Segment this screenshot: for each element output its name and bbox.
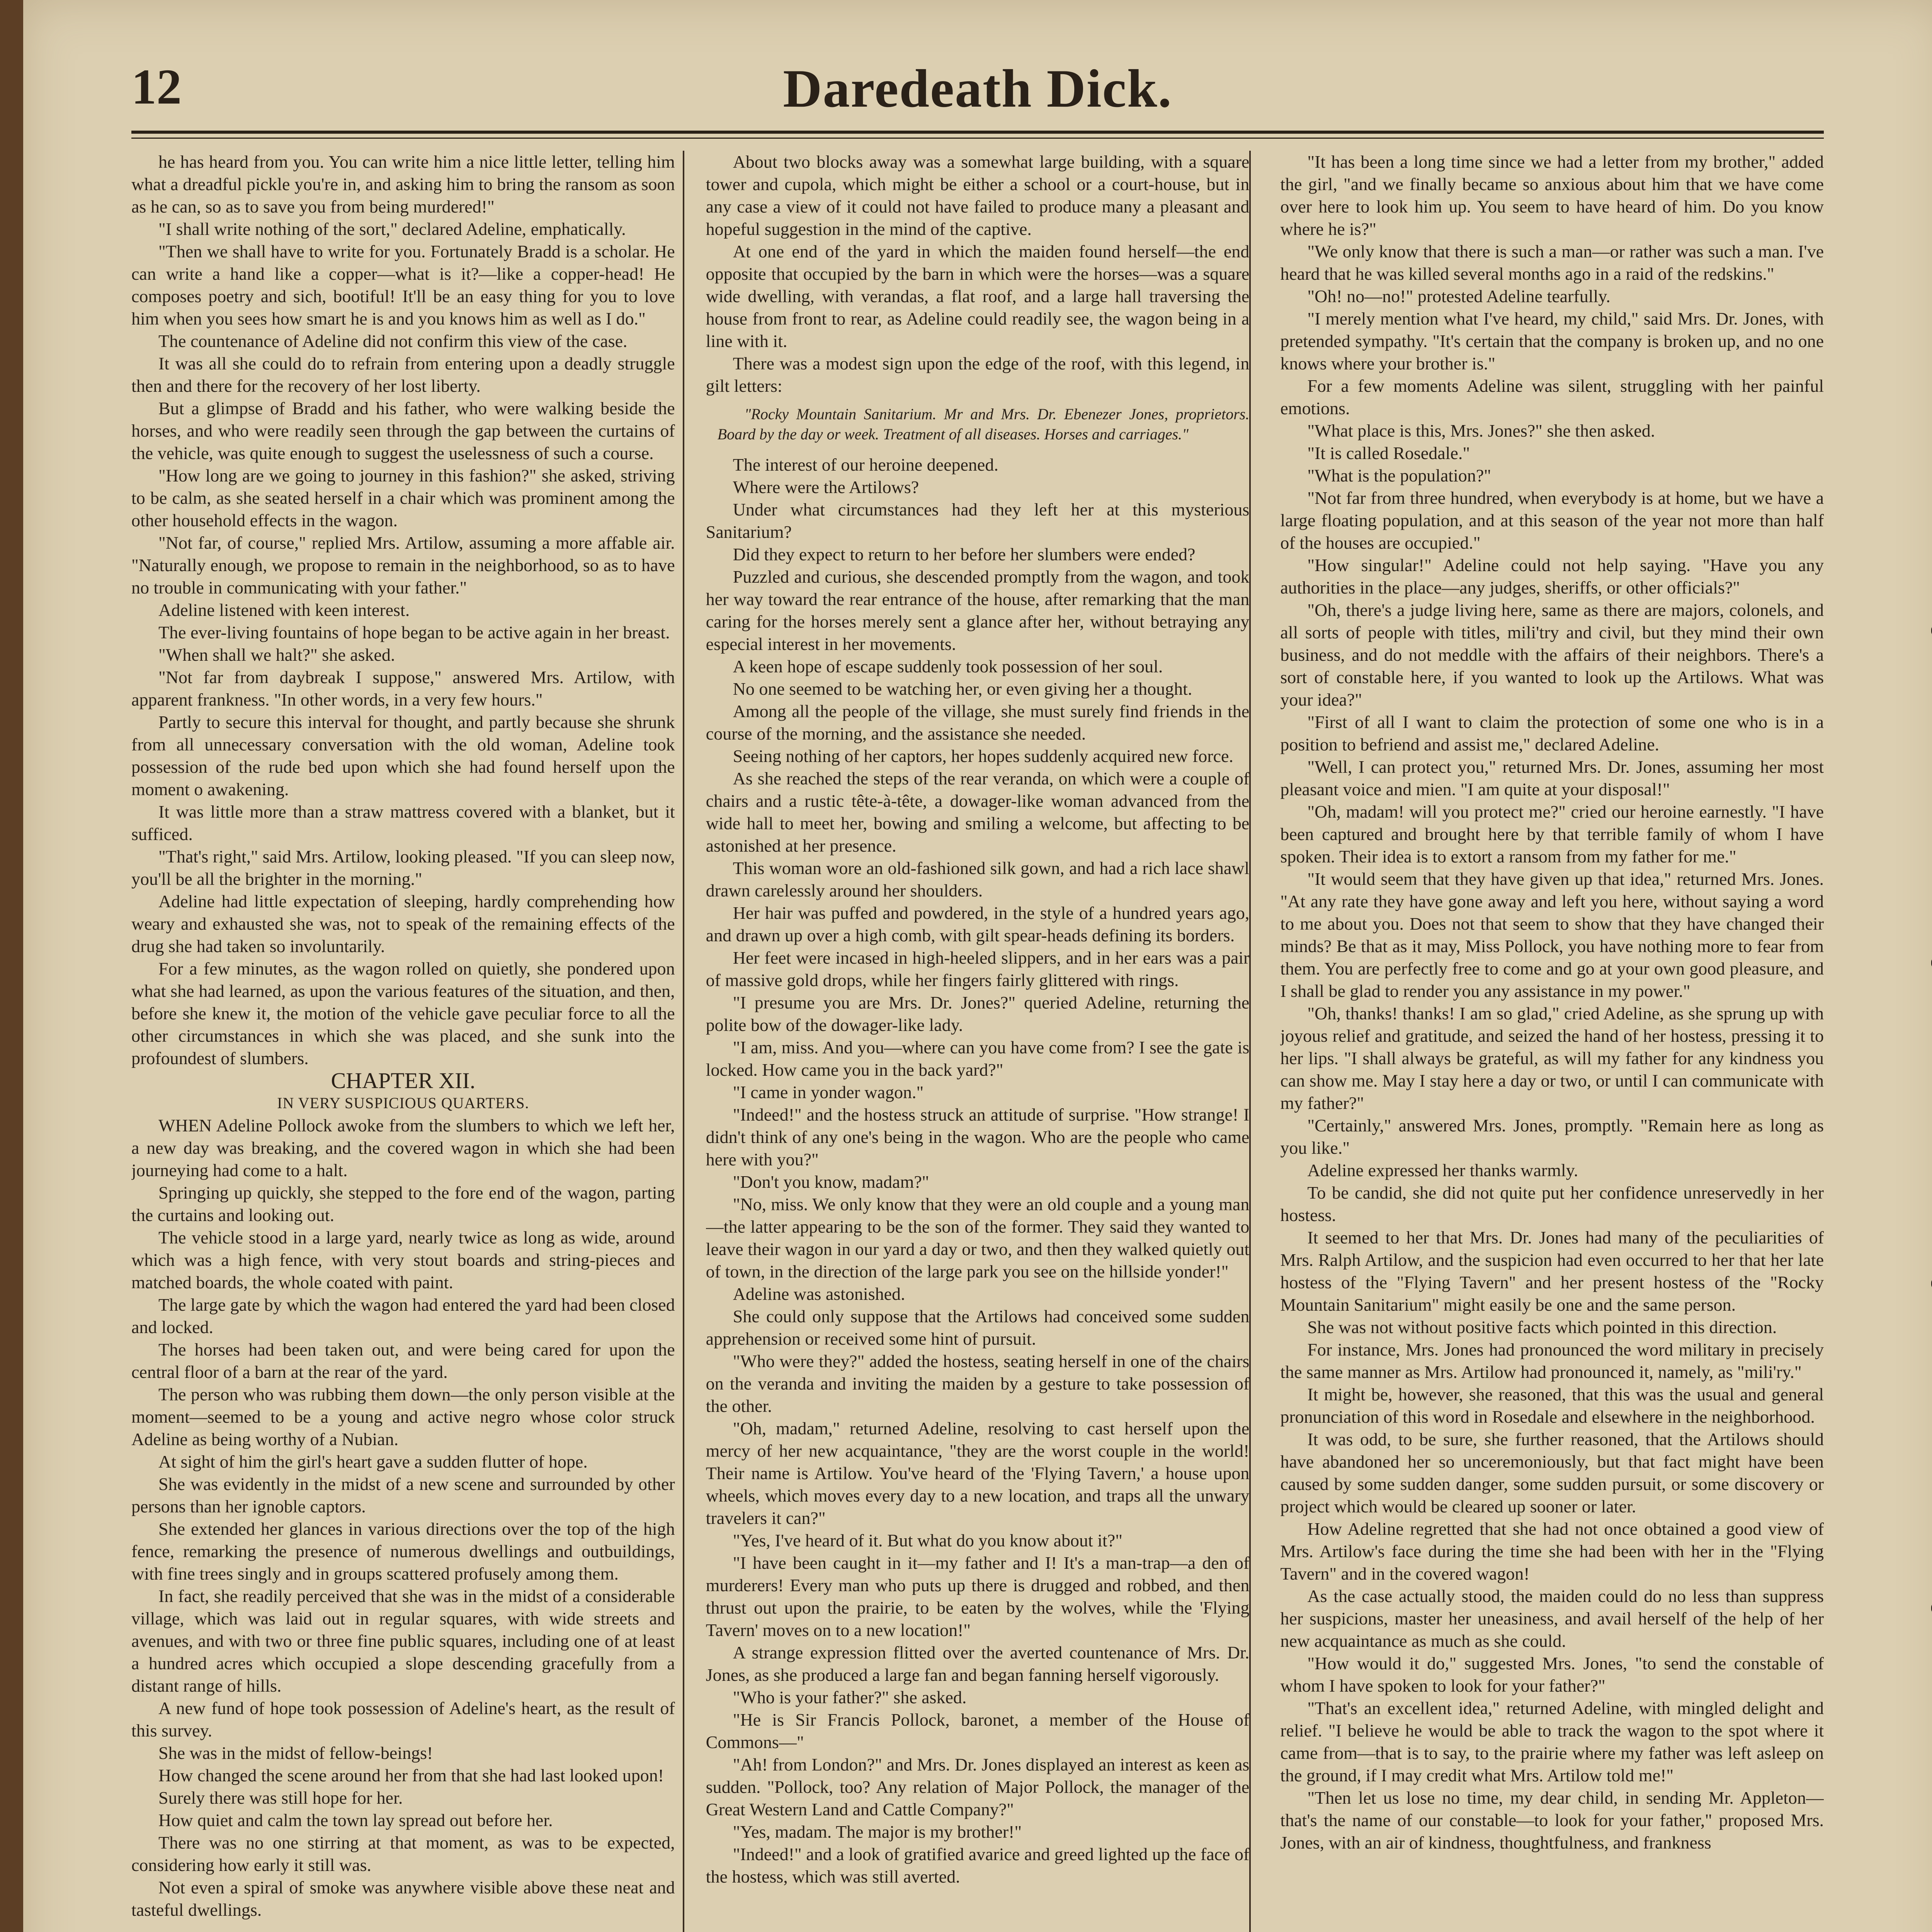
paragraph: Adeline expressed her thanks warmly. [1307, 1160, 1578, 1180]
paragraph: "How singular!" Adeline could not help saying. "Have you any authorities in the place—any judges, sheriffs, or other officials?" [1280, 555, 1824, 597]
paragraph: Among all the people of the village, she must surely find friends in the course of the morning, and the assistance she needed. [706, 701, 1250, 743]
paragraph: The horses had been taken out, and were being cared for upon the central floor of a barn at the rear of the yard. [131, 1340, 675, 1382]
paragraph: "Oh! no—no!" protested Adeline tearfully. [1307, 286, 1611, 306]
paragraph: "Then we shall have to write for you. Fortunately Bradd is a scholar. He can write a hand like a copper—what is it?—like a copper-head! He composes poetry and sich, bootiful! It'll be an easy thing for you to love him when you sees how smart he is and you knows him as well as I do." [131, 242, 675, 328]
paragraph: "First of all I want to claim the protection of some one who is in a position to befriend and assist me," declared Adeline. [1280, 712, 1824, 754]
paragraph: "What place is this, Mrs. Jones?" she then asked. [1307, 421, 1655, 440]
paragraph: At sight of him the girl's heart gave a sudden flutter of hope. [158, 1452, 588, 1471]
paragraph: How quiet and calm the town lay spread out before her. [158, 1810, 553, 1830]
paragraph: "Don't you know, madam?" [733, 1172, 929, 1192]
paragraph: Puzzled and curious, she descended promptly from the wagon, and took her way toward the rear entrance of the house, after remarking that the man caring for the horses merely sent a glance after her, without betraying any especial interest in her movements. [706, 567, 1250, 654]
text-columns [131, 151, 1824, 1932]
paragraph: "No, miss. We only know that they were an old couple and a young man—the latter appearing to be the son of the former. They said they wanted to leave their wagon in our yard a day or two, and then they walked quietly out of town, in the direction of the large park you see on the hillside yonder!" [706, 1194, 1250, 1281]
paragraph: There was no one stirring at that moment, as was to be expected, considering how early it still was. [131, 1833, 675, 1875]
page-number: 12 [131, 59, 182, 115]
paragraph: As she reached the steps of the rear veranda, on which were a couple of chairs and a rustic tête-à-tête, a dowager-like woman advanced from the wide hall to meet her, bowing and smiling a welcome, but affecting to be astonished at her presence. [706, 769, 1250, 855]
paragraph: It seemed to her that Mrs. Dr. Jones had many of the peculiarities of Mrs. Ralph Artilow, and the suspicion had even occurred to her that her late hostess of the "Flying Tavern" and her present hostess of the "Rocky Mountain Sanitarium" might easily be one and the same person. [1280, 1228, 1824, 1315]
paragraph: "How would it do," suggested Mrs. Jones, "to send the constable of whom I have spoken to look for your father?" [1280, 1653, 1824, 1696]
paragraph: "I presume you are Mrs. Dr. Jones?" queried Adeline, returning the polite bow of the dowager-like lady. [706, 993, 1250, 1035]
paragraph: She was evidently in the midst of a new scene and surrounded by other persons than her ignoble captors. [131, 1474, 675, 1516]
paragraph: "Yes, I've heard of it. But what do you know about it?" [733, 1531, 1122, 1550]
paragraph: "When shall we halt?" she asked. [158, 645, 395, 665]
paragraph: "Oh, thanks! thanks! I am so glad," cried Adeline, as she sprung up with joyous relief and gratitude, and seized the hand of her hostess, pressing it to her lips. "I shall always be grateful, as will my father for any kindness you can show me. May I stay here a day or two, or until I can communicate with my father?" [1280, 1003, 1824, 1113]
paragraph: "Who is your father?" she asked. [733, 1687, 967, 1707]
paragraph: "I am, miss. And you—where can you have come from? I see the gate is locked. How came you in the back yard?" [706, 1037, 1250, 1080]
paragraph: "Ah! from London?" and Mrs. Dr. Jones displayed an interest as keen as sudden. "Pollock, too? Any relation of Major Pollock, the manager of the Great Western Land and Cattle Company?" [706, 1755, 1250, 1819]
paragraph: "It has been a long time since we had a letter from my brother," added the girl, "and we finally became so anxious about him that we have come over here to look him up. You seem to have heard of him. Do you know where he is?" [1280, 152, 1824, 239]
column-2 [706, 151, 1250, 1932]
paragraph: Partly to secure this interval for thought, and partly because she shrunk from all unnecessary conversation with the old woman, Adeline took possession of the rude bed upon which she had found herself upon the moment o awakening. [131, 712, 675, 799]
paragraph: "That's an excellent idea," returned Adeline, with mingled delight and relief. "I believe he would be able to track the wagon to the spot where it came from—that is to say, to the prairie where my father was left asleep on the ground, if I may credit what Mrs. Artilow told me!" [1280, 1698, 1824, 1785]
paragraph: No one seemed to be watching her, or even giving her a thought. [733, 679, 1192, 699]
paragraph: The large gate by which the wagon had entered the yard had been closed and locked. [131, 1295, 675, 1337]
paragraph: She was not without positive facts which pointed in this direction. [1307, 1317, 1777, 1337]
paragraph: "Oh, madam," returned Adeline, resolving to cast herself upon the mercy of her new acquaintance, "they are the worst couple in the world! Their name is Artilow. You've heard of the 'Flying Tavern,' a house upon wheels, which moves every day to a new location, and traps all the unwary travelers it can?" [706, 1418, 1250, 1528]
paragraph: Surely there was still hope for her. [158, 1788, 403, 1808]
paragraph: Not even a spiral of smoke was anywhere visible above these neat and tasteful dwellings. [131, 1878, 675, 1920]
chapter-subheading: IN VERY SUSPICIOUS QUARTERS. [277, 1094, 529, 1112]
paragraph: How Adeline regretted that she had not once obtained a good view of Mrs. Artilow's face during the time she had been with her in the "Flying Tavern" and in the covered wagon! [1280, 1519, 1824, 1583]
paragraph: Springing up quickly, she stepped to the fore end of the wagon, parting the curtains and looking out. [131, 1183, 675, 1225]
column-2-continued [706, 454, 1250, 1888]
page-header [131, 46, 1824, 139]
column-1-text [131, 151, 675, 1070]
paragraph: The countenance of Adeline did not confirm this view of the case. [158, 331, 628, 351]
paragraph: She was in the midst of fellow-beings! [158, 1743, 433, 1763]
paragraph: Seeing nothing of her captors, her hopes suddenly acquired new force. [733, 746, 1233, 766]
paragraph: Adeline listened with keen interest. [158, 600, 410, 620]
paragraph: Where were the Artilows? [733, 477, 919, 497]
paragraph: "I have been caught in it—my father and I! It's a man-trap—a den of murderers! Every man who puts up there is drugged and robbed, and then thrust out upon the prairie, to be eaten by the wolves, while the 'Flying Tavern' moves on to a new location!" [706, 1553, 1250, 1640]
paragraph: To be candid, she did not quite put her confidence unreservedly in her hostess. [1280, 1183, 1824, 1225]
paragraph: "He is Sir Francis Pollock, baronet, a member of the House of Commons—" [706, 1710, 1250, 1752]
paragraph: Her feet were incased in high-heeled slippers, and in her ears was a pair of massive gold drops, while her fingers fairly glittered with rings. [706, 948, 1250, 990]
paragraph: It was odd, to be sure, she further reasoned, that the Artilows should have abandoned her so unceremoniously, but that fact might have been caused by some sudden danger, some sudden pursuit, or some discovery or project which would be cleared up sooner or later. [1280, 1429, 1824, 1516]
paragraph: It was little more than a straw mattress covered with a blanket, but it sufficed. [131, 802, 675, 844]
paragraph: For instance, Mrs. Jones had pronounced the word military in precisely the same manner as Mrs. Artilow had pronounced it, namely, as "mili'ry." [1280, 1340, 1824, 1382]
paragraph: Adeline had little expectation of sleeping, hardly comprehending how weary and exhausted she was, not to speak of the remaining effects of the drug she had taken so involuntarily. [131, 891, 675, 956]
paragraph: "I came in yonder wagon." [733, 1082, 924, 1102]
paragraph: About two blocks away was a somewhat large building, with a square tower and cupola, which might be either a school or a court-house, but in any case a view of it could not have failed to produce many a pleasant and hopeful suggestion in the mind of the captive. [706, 152, 1250, 239]
paragraph: "That's right," said Mrs. Artilow, looking pleased. "If you can sleep now, you'll be all the brighter in the morning." [131, 847, 675, 889]
paragraph: For a few minutes, as the wagon rolled on quietly, she pondered upon what she had learned, as upon the various features of the situation, and then, before she knew it, the motion of the vehicle gave peculiar force to all the other circumstances in which she was placed, and she sunk into the profoundest of slumbers. [131, 959, 675, 1068]
paragraph: "What is the population?" [1307, 466, 1492, 485]
paragraph: "Oh, there's a judge living here, same as there are majors, colonels, and all sorts of people with titles, mili'try and civil, but they mind their own business, and do not meddle with the affairs of their neighbors. There's a sort of constable here, if you wanted to look up the Artilows. What was your idea?" [1280, 600, 1824, 709]
paragraph: "Oh, madam! will you protect me?" cried our heroine earnestly. "I have been captured and brought here by that terrible family of whom I have spoken. Their idea is to extort a ransom from my father for me." [1280, 802, 1824, 866]
paragraph: She could only suppose that the Artilows had conceived some sudden apprehension or received some hint of pursuit. [706, 1306, 1250, 1349]
paragraph: How changed the scene around her from that she had last looked upon! [158, 1765, 664, 1785]
column-1 [131, 151, 675, 1932]
column-2-text [706, 151, 1250, 397]
paragraph: Did they expect to return to her before her slumbers were ended? [733, 544, 1196, 564]
paragraph: he has heard from you. You can write him a nice little letter, telling him what a dreadful pickle you're in, and asking him to bring the ransom as soon as he can, so as to save you from being murdered!" [131, 152, 675, 216]
paragraph: WHEN Adeline Pollock awoke from the slumbers to which we left her, a new day was breaking, and the covered wagon in which she had been journeying had come to a halt. [131, 1116, 675, 1180]
paragraph: "Who were they?" added the hostess, seating herself in one of the chairs on the veranda and inviting the maiden by a gesture to take possession of the other. [706, 1351, 1250, 1416]
paragraph: It was all she could do to refrain from entering upon a deadly struggle then and there for the recovery of her lost liberty. [131, 354, 675, 396]
paragraph: "I shall write nothing of the sort," declared Adeline, emphatically. [158, 219, 626, 239]
paragraph: "I merely mention what I've heard, my child," said Mrs. Dr. Jones, with pretended sympathy. "It's certain that the company is broken up, and no one knows where your brother is." [1280, 309, 1824, 373]
paragraph: The ever-living fountains of hope began to be active again in her breast. [158, 622, 670, 642]
paragraph: The interest of our heroine deepened. [733, 455, 998, 474]
paragraph: But a glimpse of Bradd and his father, who were walking beside the horses, and who were readily seen through the gap between the curtains of the vehicle, was quite enough to suggest the uselessness of such a course. [131, 398, 675, 463]
paragraph: "Yes, madam. The major is my brother!" [733, 1822, 1022, 1842]
paragraph: Under what circumstances had they left her at this mysterious Sanitarium? [706, 500, 1250, 542]
paragraph: "Certainly," answered Mrs. Jones, promptly. "Remain here as long as you like." [1280, 1116, 1824, 1158]
paragraph: "Not far from three hundred, when everybody is at home, but we have a large floating population, and at this season of the year not more than half of the houses are occupied." [1280, 488, 1824, 553]
paragraph: The person who was rubbing them down—the only person visible at the moment—seemed to be a young and active negro whose color struck Adeline as being worthy of a Nubian. [131, 1384, 675, 1449]
header-rule [131, 131, 1824, 139]
paragraph: "Not far from daybreak I suppose," answered Mrs. Artilow, with apparent frankness. "In other words, in a very few hours." [131, 667, 675, 709]
column-3-text [1280, 151, 1824, 1854]
paragraph: She extended her glances in various directions over the top of the high fence, remarking the presence of numerous dwellings and outbuildings, with fine trees singly and in groups scattered profusely among them. [131, 1519, 675, 1583]
paragraph: "Indeed!" and the hostess struck an attitude of surprise. "How strange! I didn't think of any one's being in the wagon. Who are the people who came here with you?" [706, 1105, 1250, 1169]
paragraph: At one end of the yard in which the maiden found herself—the end opposite that occupied by the barn in which were the horses—was a square wide dwelling, with verandas, a flat roof, and a large hall traversing the house from front to rear, as Adeline could readily see, the wagon being in a line with it. [706, 242, 1250, 351]
paragraph: Adeline was astonished. [733, 1284, 905, 1304]
paragraph: "It would seem that they have given up that idea," returned Mrs. Jones. "At any rate they have gone away and left you here, without saying a word to me about you. Does not that seem to show that they have changed their minds? Be that as it may, Miss Pollock, you have nothing more to fear from them. You are perfectly free to come and go at your own good pleasure, and I shall be glad to render you any assistance in my power." [1280, 869, 1824, 1001]
column-3 [1280, 151, 1824, 1932]
running-title: Daredeath Dick. [783, 59, 1172, 119]
paragraph: The vehicle stood in a large yard, nearly twice as long as wide, around which was a high fence, with very stout boards and string-pieces and matched boards, the whole coated with paint. [131, 1228, 675, 1292]
paragraph: A strange expression flitted over the averted countenance of Mrs. Dr. Jones, as she produced a large fan and began fanning herself vigorously. [706, 1643, 1250, 1685]
sanitarium-sign-text: "Rocky Mountain Sanitarium. Mr and Mrs. Dr. Ebenezer Jones, proprietors. Board by the day or week. Treatment of all diseases. Horses and carriages." [717, 405, 1250, 443]
paragraph: This woman wore an old-fashioned silk gown, and had a rich lace shawl drawn carelessly around her shoulders. [706, 858, 1250, 900]
paragraph: "Well, I can protect you," returned Mrs. Dr. Jones, assuming her most pleasant voice and mien. "I am quite at your disposal!" [1280, 757, 1824, 799]
paragraph: It might be, however, she reasoned, that this was the usual and general pronunciation of this word in Rosedale and elsewhere in the neighborhood. [1280, 1384, 1824, 1427]
paragraph: As the case actually stood, the maiden could do no less than suppress her suspicions, master her uneasiness, and avail herself of the help of her new acquaintance as much as she could. [1280, 1586, 1824, 1651]
paragraph: In fact, she readily perceived that she was in the midst of a considerable village, which was laid out in regular squares, with wide streets and avenues, and with two or three fine public squares, including one of at least a hundred acres which occupied a slope descending gracefully from a distant range of hills. [131, 1586, 675, 1696]
paragraph: Her hair was puffed and powdered, in the style of a hundred years ago, and drawn up over a high comb, with gilt spear-heads defining its borders. [706, 903, 1250, 945]
paragraph: A keen hope of escape suddenly took possession of her soul. [733, 656, 1163, 676]
paragraph: "How long are we going to journey in this fashion?" she asked, striving to be calm, as she seated herself in a chair which was prominent among the other household effects in the wagon. [131, 466, 675, 530]
paragraph: "It is called Rosedale." [1307, 443, 1470, 463]
paragraph: "Indeed!" and a look of gratified avarice and greed lighted up the face of the hostess, which was still averted. [706, 1844, 1250, 1886]
chapter-text [131, 1114, 675, 1921]
paragraph: A new fund of hope took possession of Adeline's heart, as the result of this survey. [131, 1698, 675, 1740]
paragraph: "Then let us lose no time, my dear child, in sending Mr. Appleton—that's the name of our constable—to look for your father," proposed Mrs. Jones, with an air of kindness, thoughtfulness, and frankness [1280, 1788, 1824, 1852]
paragraph: "We only know that there is such a man—or rather was such a man. I've heard that he was killed several months ago in a raid of the redskins." [1280, 242, 1824, 284]
paragraph: There was a modest sign upon the edge of the roof, with this legend, in gilt letters: [706, 354, 1250, 396]
paragraph: For a few moments Adeline was silent, struggling with her painful emotions. [1280, 376, 1824, 418]
paragraph: "Not far, of course," replied Mrs. Artilow, assuming a more affable air. "Naturally enough, we propose to remain in the neighborhood, so as to have no trouble in communicating with your father." [131, 533, 675, 597]
chapter-heading: CHAPTER XII. [331, 1068, 476, 1093]
